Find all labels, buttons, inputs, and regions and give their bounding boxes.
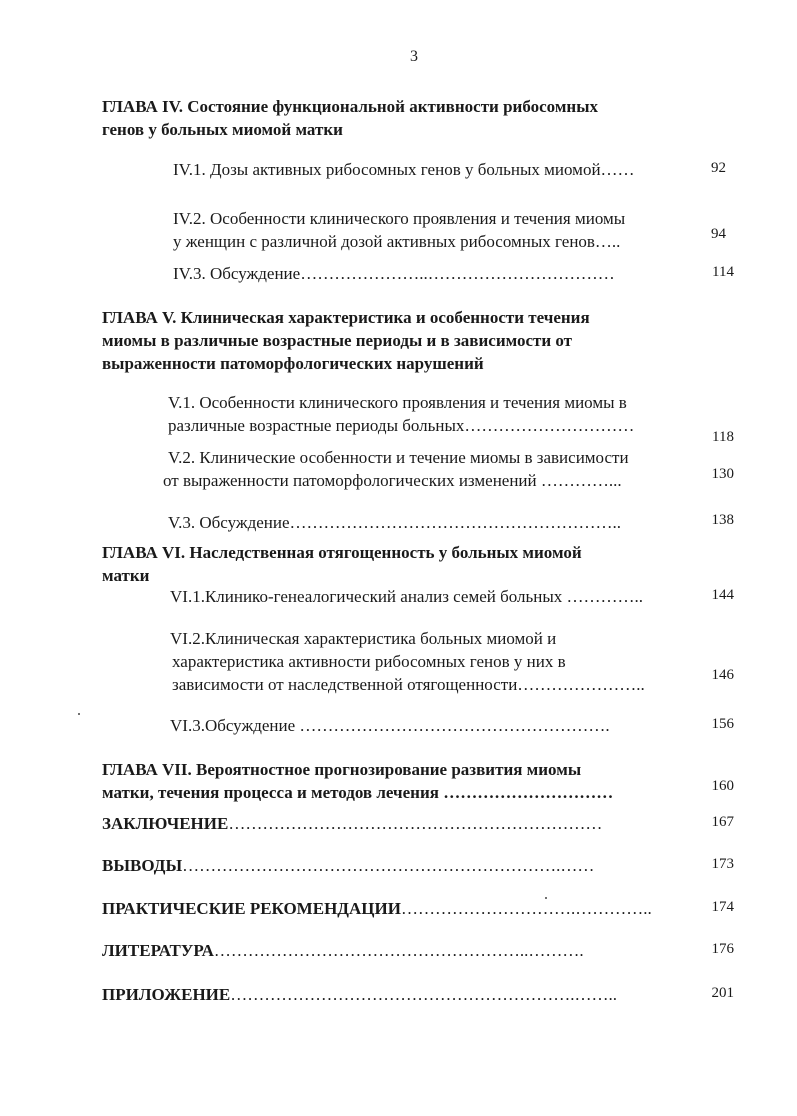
section-6-2-line-3: зависимости от наследственной отягощенности…………………..	[172, 675, 645, 694]
section-6-2-page: 146	[711, 667, 734, 683]
section-5-1-page: 118	[712, 429, 734, 445]
section-5-2-page: 130	[711, 466, 734, 482]
section-5-3: V.3. Обсуждение…………………………………………………..	[168, 513, 622, 532]
literature-entry	[102, 940, 584, 962]
findings-dots: ………………………………………………………….……	[182, 856, 595, 875]
chapter-5-title-line-1: ГЛАВА V. Клиническая характеристика и особенности течения	[102, 308, 590, 327]
findings-entry	[102, 855, 594, 877]
section-6-3: VI.3.Обсуждение ……………………………………………….	[170, 716, 610, 735]
section-4-3: IV.3. Обсуждение…………………..……………………………	[173, 264, 615, 283]
section-5-1-line-2: различные возрастные периоды больных…………………………	[168, 416, 635, 435]
findings-page: 173	[711, 856, 734, 872]
section-6-1-page: 144	[711, 587, 734, 603]
section-4-1: IV.1. Дозы активных рибосомных генов у больных миомой……	[173, 160, 635, 179]
chapter-4-title-line-1: ГЛАВА IV. Состояние функциональной активности рибосомных	[102, 97, 598, 116]
chapter-7-title-line-1: ГЛАВА VII. Вероятностное прогнозирование развития миомы	[102, 760, 582, 779]
chapter-5-title-line-3: выраженности патоморфологических нарушений	[102, 354, 484, 373]
chapter-5-title-line-2: миомы в различные возрастные периоды и в зависимости от	[102, 331, 573, 350]
chapter-6-title-line-2: матки	[102, 566, 150, 585]
section-5-1-line-1: V.1. Особенности клинического проявления и течения миомы в	[168, 393, 627, 412]
literature-dots: ………………………………………………..……….	[213, 941, 584, 960]
page-number: 3	[410, 48, 418, 65]
chapter-7-title-line-2: матки, течения процесса и методов лечения …………………………	[102, 783, 614, 802]
section-6-3-page: 156	[711, 716, 734, 732]
conclusion-page: 167	[711, 814, 734, 830]
section-5-3-page: 138	[711, 512, 734, 528]
literature-page: 176	[711, 941, 734, 957]
section-4-2-page: 94	[711, 226, 726, 242]
chapter-4-title-line-2: генов у больных миомой матки	[102, 120, 343, 139]
scan-speck-2	[545, 897, 547, 899]
conclusion-entry	[102, 813, 602, 835]
section-6-2-line-1: VI.2.Клиническая характеристика больных миомой и	[170, 629, 557, 648]
recommendations-label: ПРАКТИЧЕСКИЕ РЕКОМЕНДАЦИИ	[102, 899, 401, 918]
section-4-1-page: 92	[711, 160, 726, 176]
recommendations-page: 174	[711, 899, 734, 915]
appendix-dots: …………………………………………………….……..	[230, 985, 617, 1004]
section-5-2-line-1: V.2. Клинические особенности и течение миомы в зависимости	[168, 448, 629, 467]
section-6-2-line-2: характеристика активности рибосомных генов у них в	[172, 652, 566, 671]
recommendations-entry	[102, 898, 652, 920]
conclusion-label: ЗАКЛЮЧЕНИЕ	[102, 814, 229, 833]
appendix-page: 201	[711, 985, 734, 1001]
recommendations-dots: ………………………….…………..	[400, 899, 652, 918]
section-4-2-line-2: у женщин с различной дозой активных рибосомных генов…..	[173, 232, 621, 251]
section-6-1: VI.1.Клинико-генеалогический анализ семей больных …………..	[170, 587, 644, 606]
section-5-2-line-2: от выраженности патоморфологических изменений …………...	[163, 471, 622, 490]
chapter-7-page: 160	[711, 778, 734, 794]
scan-speck	[78, 713, 80, 715]
appendix-entry	[102, 984, 617, 1006]
section-4-2-line-1: IV.2. Особенности клинического проявления и течения миомы	[173, 209, 626, 228]
findings-label: ВЫВОДЫ	[102, 856, 183, 875]
section-4-3-page: 114	[712, 264, 734, 280]
appendix-label: ПРИЛОЖЕНИЕ	[102, 985, 231, 1004]
conclusion-dots: …………………………………………………………	[228, 814, 603, 833]
chapter-6-title-line-1: ГЛАВА VI. Наследственная отягощенность у больных миомой	[102, 543, 582, 562]
literature-label: ЛИТЕРАТУРА	[102, 941, 214, 960]
